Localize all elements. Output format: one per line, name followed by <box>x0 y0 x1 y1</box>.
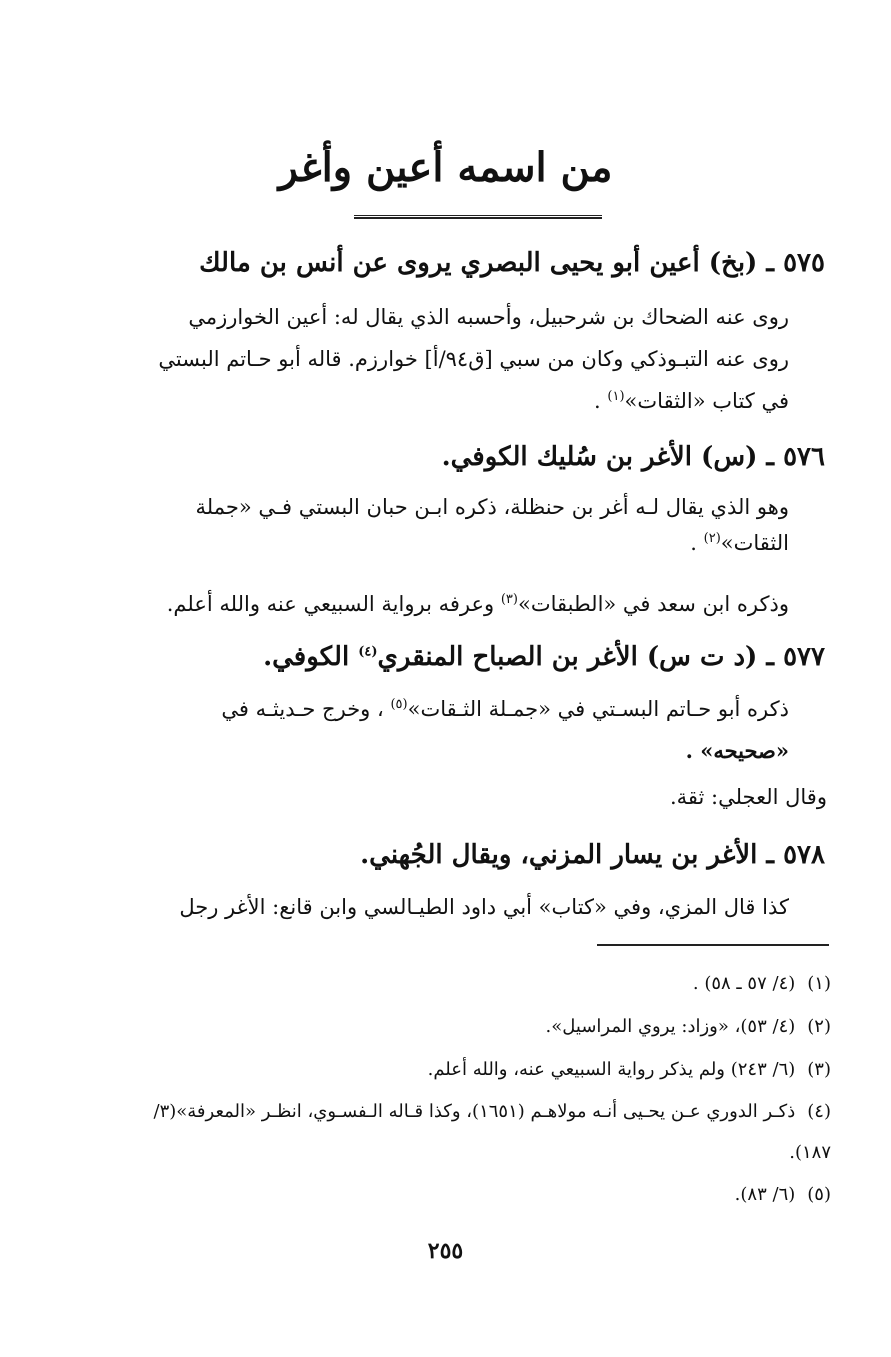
text-line: كذا قال المزي، وفي «كتاب» أبي داود الطيـالسي وابن قانع: الأغر رجل <box>179 895 789 919</box>
footnote-item <box>131 962 831 1005</box>
title-underline-rule <box>354 215 602 219</box>
footnote-text: (٦/ ٢٤٣) ولم يذكر رواية السبيعي عنه، والله أعلم. <box>427 1059 796 1080</box>
text-line: روى عنه الضحاك بن شرحبيل، وأحسبه الذي يقال له: أعين الخوارزمي <box>188 305 789 329</box>
entry-heading-576: ٥٧٦ ـ (س) الأغر بن سُليك الكوفي. <box>441 442 825 472</box>
heading-text: الكوفي. <box>263 642 359 672</box>
footnote-ref-5[interactable]: (٥) <box>390 697 408 712</box>
footnote-text: ذكـر الدوري عـن يحـيى أنـه مولاهـم (١٦٥١)، وكذا قـاله الـفسـوي، انظـر «المعرفة»(٣/ ١٨٧). <box>153 1101 831 1163</box>
footnote-text: (٦/ ٨٣). <box>734 1184 796 1205</box>
text-segment: ، وخرج حـديثـه في <box>221 697 391 721</box>
text-segment: ذكره أبو حـاتم البسـتي في «جمـلة الثـقات» <box>407 697 789 721</box>
footnote-separator <box>597 944 829 946</box>
entry-heading-578: ٥٧٨ ـ الأغر بن يسار المزني، ويقال الجُهني. <box>360 840 825 870</box>
footnotes-list <box>131 962 831 1216</box>
text-line <box>131 688 831 730</box>
footnote-number: (٤) <box>807 1101 831 1122</box>
entry-576-paragraph-2 <box>131 583 831 625</box>
footnote-item <box>131 1173 831 1216</box>
entry-heading-577 <box>125 637 825 677</box>
footnote-ref-2[interactable]: (٢) <box>703 531 721 546</box>
entry-578-paragraph <box>131 886 831 928</box>
text-line <box>131 380 831 422</box>
text-segment: وذكره ابن سعد في «الطبقات» <box>517 592 789 616</box>
text-line <box>131 583 831 625</box>
text-line <box>131 528 831 558</box>
footnote-number: (٣) <box>807 1059 831 1080</box>
entry-576-paragraph-1 <box>131 486 831 558</box>
footnote-item <box>131 1091 831 1173</box>
text-segment: في كتاب «الثقات» <box>624 389 789 413</box>
text-line: وهو الذي يقال لـه أغر بن حنظلة، ذكره ابـن حبان البستي فـي «جملة <box>195 495 789 519</box>
entry-577-paragraph-2: وقال العجلي: ثقة. <box>669 785 827 809</box>
footnote-ref-1[interactable]: (١) <box>607 389 625 404</box>
text-line: روى عنه التبـوذكي وكان من سبي [ق٩٤/أ] خوارزم. قاله أبو حـاتم البستي <box>158 347 789 371</box>
footnote-number: (٢) <box>807 1016 831 1037</box>
text-segment: الثقات» <box>720 531 789 555</box>
heading-text: ٥٧٧ ـ (د ت س) الأغر بن الصباح المنقري <box>377 642 825 672</box>
footnote-number: (١) <box>807 973 831 994</box>
footnote-ref-3[interactable]: (٣) <box>500 592 518 607</box>
entry-575-paragraph <box>131 296 831 422</box>
text-segment: وعرفه برواية السبيعي عنه والله أعلم. <box>166 592 501 616</box>
footnote-number: (٥) <box>807 1184 831 1205</box>
text-segment: . <box>690 531 704 555</box>
entry-heading-575: ٥٧٥ ـ (بخ) أعين أبو يحيى البصري يروى عن أنس بن مالك <box>199 248 825 278</box>
chapter-title: من اسمه أعين وأغر <box>278 144 613 191</box>
text-line: «صحيحه» . <box>685 738 789 763</box>
footnote-item <box>131 1005 831 1048</box>
footnote-text: (٤/ ٥٣)، «وزاد: يروي المراسيل». <box>545 1016 796 1037</box>
text-segment: . <box>594 389 608 413</box>
footnote-item <box>131 1048 831 1091</box>
page-number: ٢٥٥ <box>427 1238 464 1264</box>
footnote-ref-4[interactable]: (٤) <box>358 644 378 660</box>
entry-577-paragraph-1 <box>131 688 831 772</box>
footnote-text: (٤/ ٥٧ ـ ٥٨) . <box>692 973 796 994</box>
